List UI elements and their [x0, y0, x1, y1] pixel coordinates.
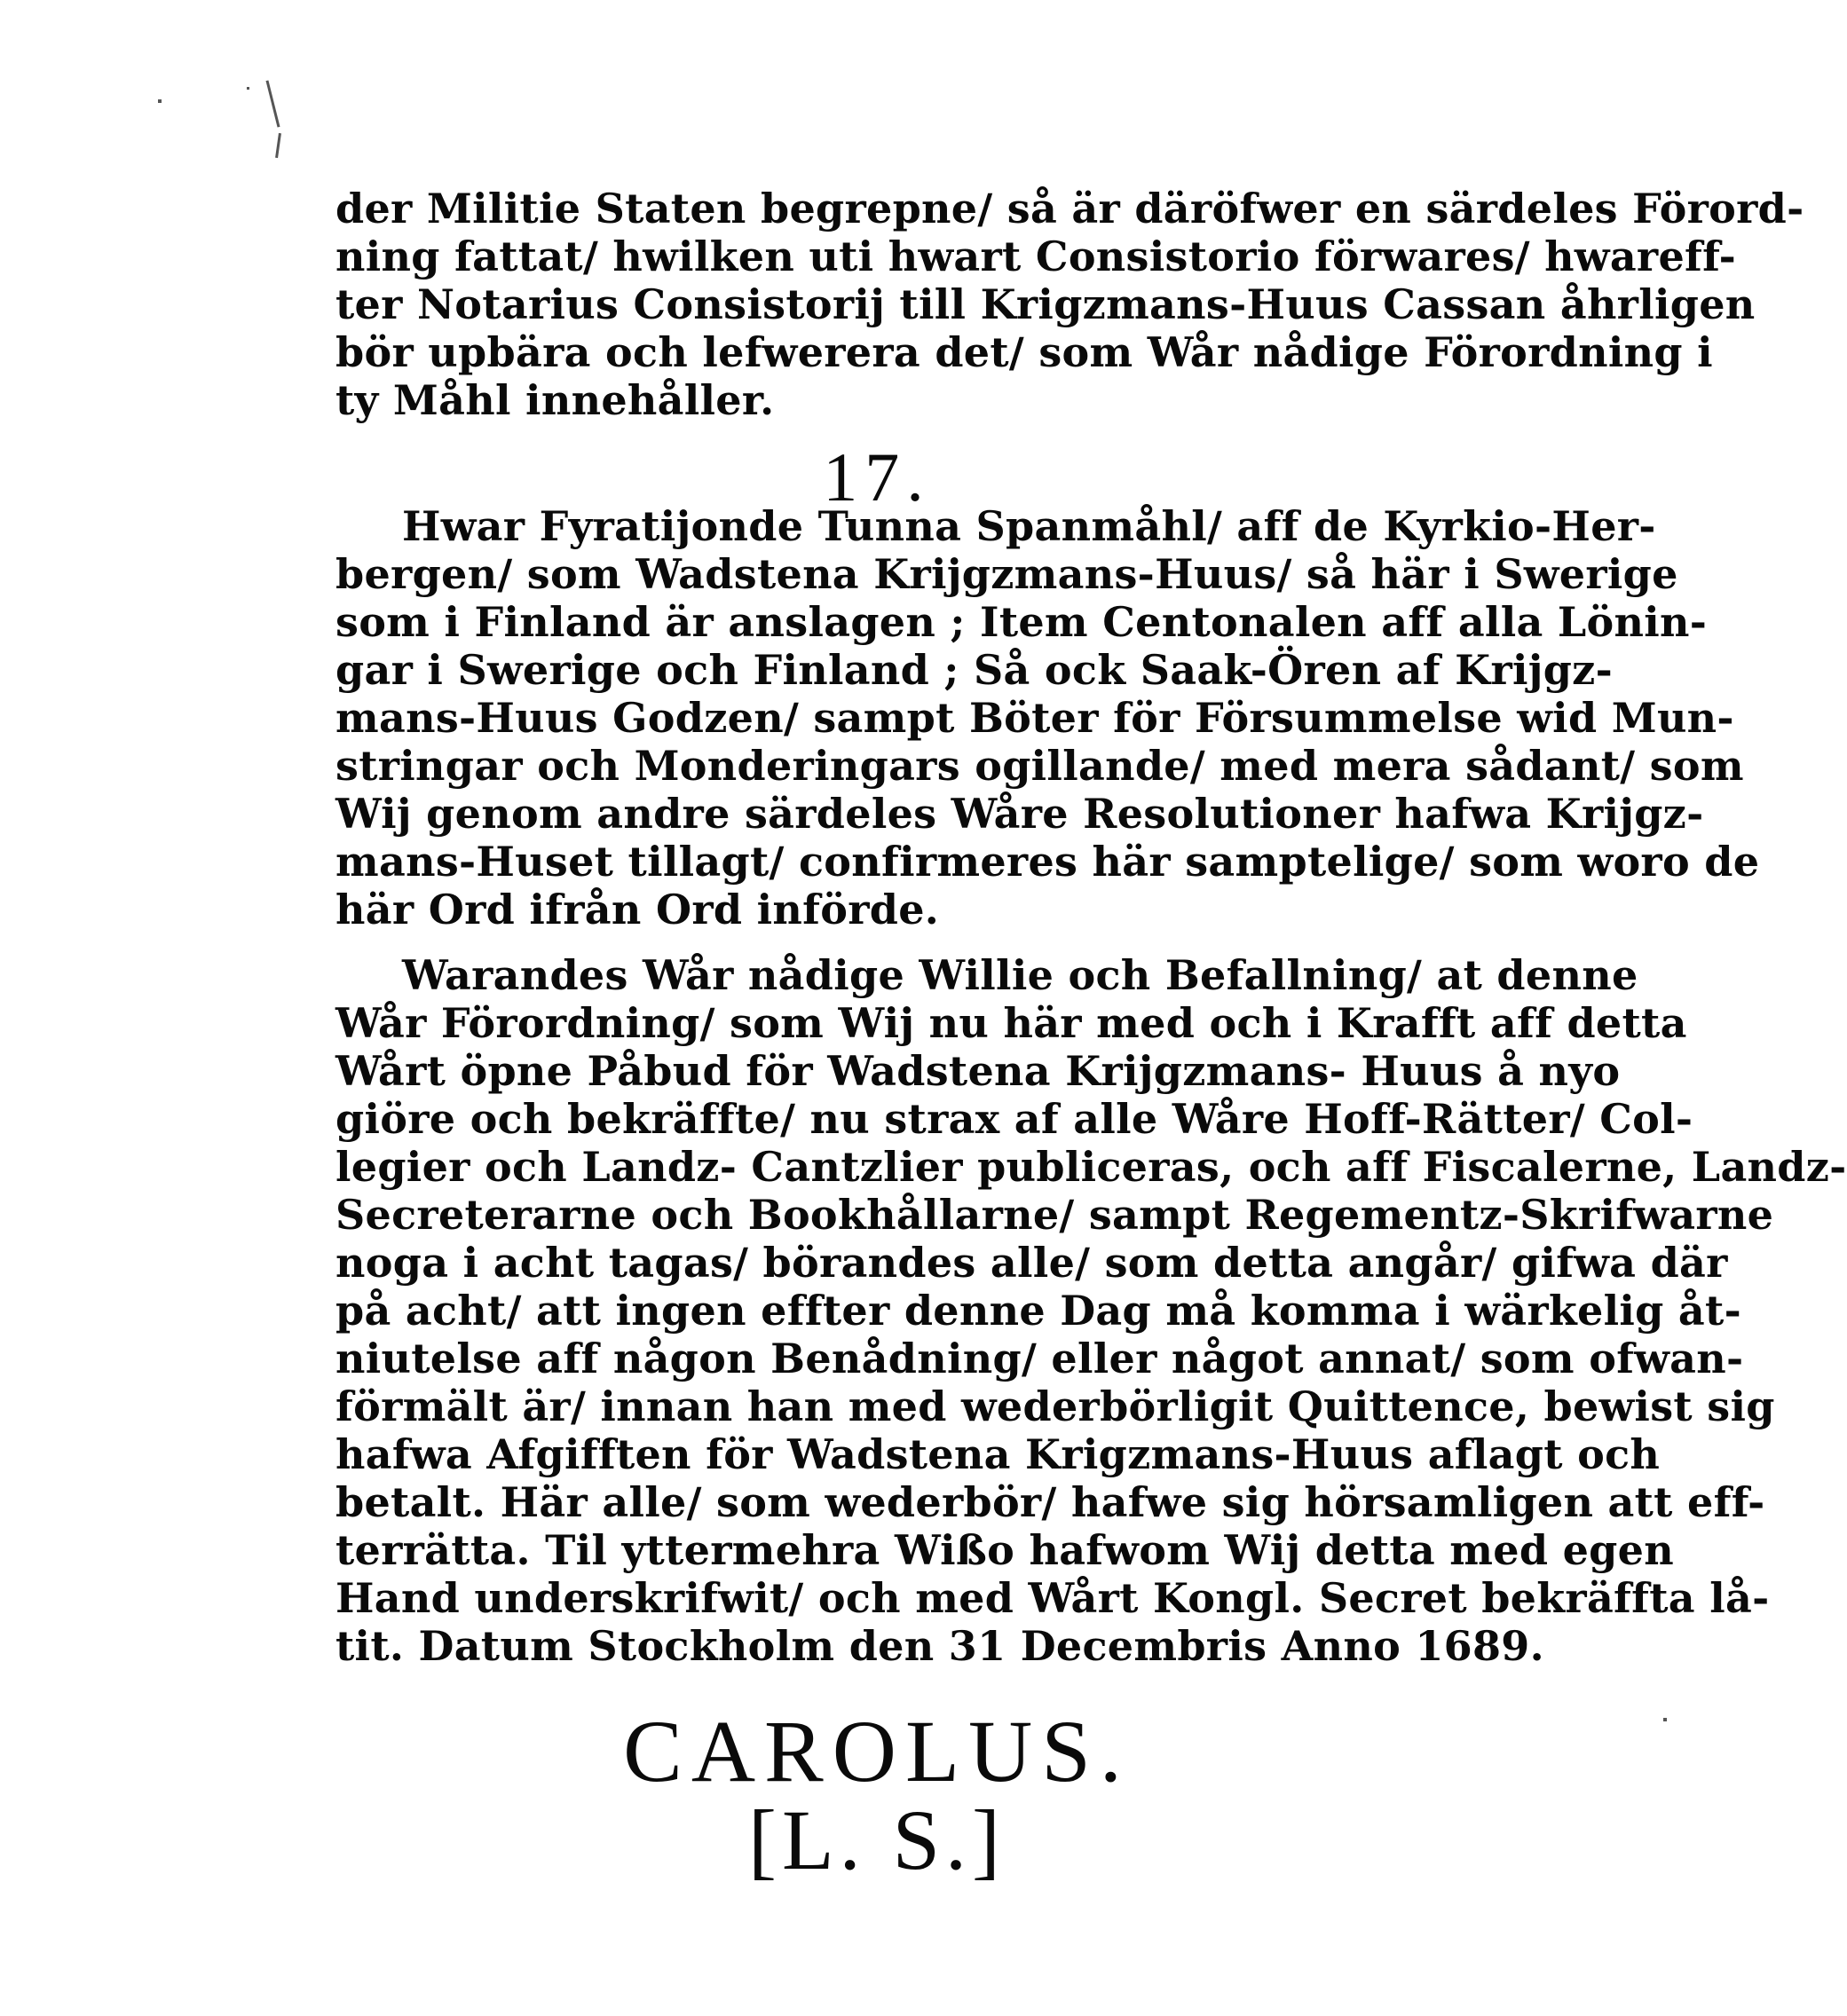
ink-speck — [158, 99, 162, 103]
text-line: giöre och bekräffte/ nu strax af alle Wåre Hoff-Rätter/ Col- — [335, 1095, 1693, 1143]
text-line: Wårt öpne Påbud för Wadstena Krijgzmans- Huus å nyo — [335, 1047, 1621, 1095]
section-17-paragraph — [335, 502, 1760, 933]
text-line: bör upbära och lefwerera det/ som Wår nådige Förordning i — [335, 328, 1713, 376]
text-line: hafwa Afgifften för Wadstena Krigzmans-Huus aflagt och — [335, 1430, 1661, 1478]
text-line: mans-Huset tillagt/ confirmeres här samptelige/ som woro de — [335, 838, 1760, 886]
text-line: på acht/ att ingen effter denne Dag må komma i wärkelig åt- — [335, 1287, 1741, 1335]
text-line: bergen/ som Wadstena Krijgzmans-Huus/ så här i Swerige — [335, 550, 1678, 598]
royal-signature: CAROLUS. — [623, 1702, 1131, 1800]
text-line: här Ord ifrån Ord införde. — [335, 886, 940, 933]
text-line: ty Måhl innehåller. — [335, 376, 775, 424]
ink-speck — [266, 80, 280, 127]
ink-speck — [247, 87, 249, 90]
text-line: noga i acht tagas/ börandes alle/ som detta angår/ gifwa där — [335, 1239, 1728, 1287]
text-line: tit. Datum Stockholm den 31 Decembris Anno 1689. — [335, 1622, 1544, 1670]
text-line: gar i Swerige och Finland ; Så ock Saak-Ören af Krijgz- — [335, 646, 1613, 694]
text-line: stringar och Monderingars ogillande/ med mera sådant/ som — [335, 742, 1744, 790]
text-line: som i Finland är anslagen ; Item Centonalen aff alla Lönin- — [335, 598, 1708, 646]
text-line: Secreterarne och Bookhållarne/ sampt Regementz-Skrifwarne — [335, 1191, 1774, 1239]
closing-paragraph — [335, 951, 1847, 1670]
text-line: legier och Landz- Cantzlier publiceras, och aff Fiscalerne, Landz- — [335, 1143, 1847, 1191]
text-line: Wij genom andre särdeles Wåre Resolutioner hafwa Krijgz- — [335, 790, 1704, 838]
text-line: förmält är/ innan han med wederbörligit Quittence, bewist sig — [335, 1382, 1775, 1430]
text-line: mans-Huus Godzen/ sampt Böter för Försummelse wid Mun- — [335, 694, 1734, 742]
text-line: betalt. Här alle/ som wederbör/ hafwe sig hörsamligen att eff- — [335, 1478, 1765, 1526]
seal-mark: [L. S.] — [748, 1792, 1006, 1887]
text-line: ter Notarius Consistorij till Krigzmans-Huus Cassan åhrligen — [335, 280, 1756, 328]
text-line: niutelse aff någon Benådning/ eller något annat/ som ofwan- — [335, 1335, 1744, 1382]
text-line: terrätta. Til yttermehra Wißo hafwom Wij detta med egen — [335, 1526, 1674, 1574]
section-number: 17. — [823, 438, 931, 516]
text-line: Hand underskrifwit/ och med Wårt Kongl. Secret bekräffta lå- — [335, 1574, 1770, 1622]
text-line: der Militie Staten begrepne/ så är däröfwer en särdeles Förord- — [335, 185, 1804, 232]
text-line: Wår Förordning/ som Wij nu här med och i Krafft aff detta — [335, 999, 1687, 1047]
text-line: Warandes Wår nådige Willie och Befallning/ at denne — [402, 951, 1638, 999]
intro-paragraph — [335, 185, 1804, 424]
text-line: Hwar Fyratijonde Tunna Spanmåhl/ aff de Kyrkio-Her- — [402, 502, 1656, 550]
text-line: ning fattat/ hwilken uti hwart Consistorio förwares/ hwareff- — [335, 232, 1736, 280]
ink-speck — [275, 133, 281, 158]
